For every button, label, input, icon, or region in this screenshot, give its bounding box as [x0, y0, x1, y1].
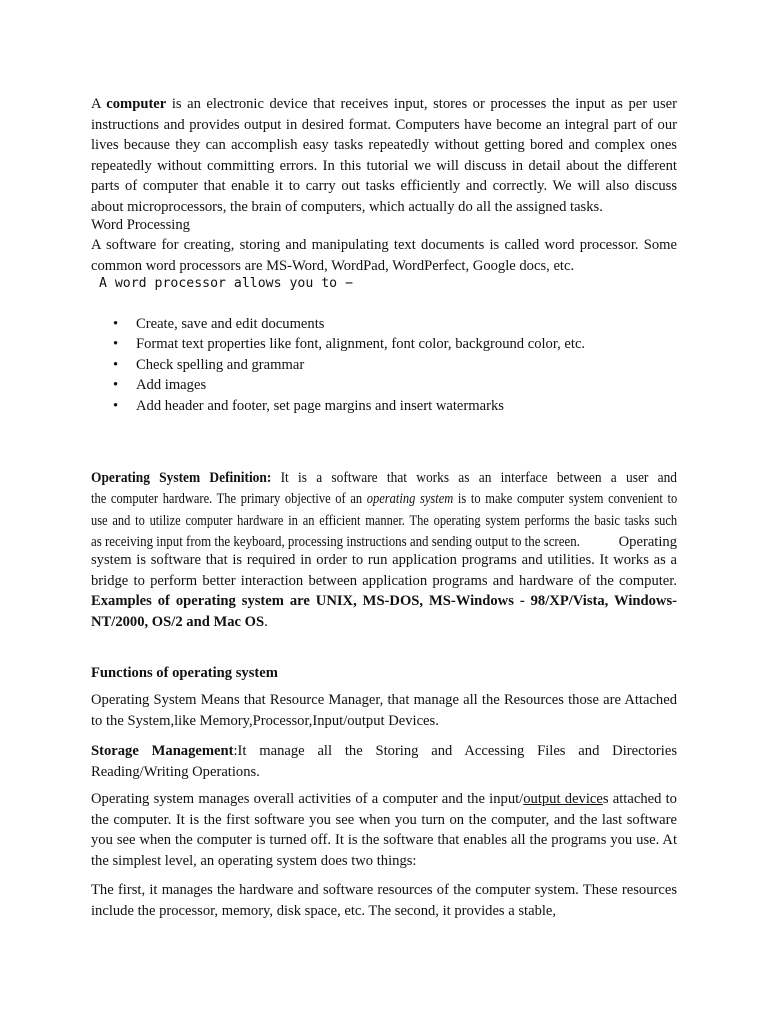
os-definition-paragraph	[91, 468, 677, 553]
word-processing-paragraph: A software for creating, storing and manipulating text documents is called word processor. Some common word processors are MS-Word, WordPad, WordPerfect, Google docs, etc.	[91, 237, 677, 274]
os-italic-term: operating system	[366, 491, 454, 508]
output-device-link[interactable]: output device	[523, 791, 603, 807]
intro-prefix: A	[91, 96, 107, 112]
os-definition-line: use and to utilize computer hardware in an efficient manner. The operating system performs the basic tasks such	[91, 512, 678, 529]
intro-bold-term: computer	[106, 96, 167, 112]
os-examples: Examples of operating system are UNIX, MS-DOS, MS-Windows - 98/XP/Vista, Windows-NT/2000, OS/2 and Mac OS	[91, 593, 677, 630]
list-item: • Add images	[91, 375, 677, 395]
os-definition-continued: system is software that is required in order to run application programs and utilities. It works as a bridge to perform better interaction between application programs and hardware of the computer. Examples of operating system are UNIX, MS-DOS, MS-Windows - 98/XP/Vista, Windows-NT/2000, OS/2 and Mac OS.	[91, 552, 677, 630]
os-definition-line: the computer hardware. The primary objective of an operating system is to make computer system convenient to	[91, 491, 678, 508]
storage-management-paragraph: Storage Management:It manage all the Storing and Accessing Files and Directories Reading/Writing Operations.	[91, 743, 677, 780]
list-item: • Check spelling and grammar	[91, 355, 677, 375]
storage-management-label: Storage Management	[91, 743, 234, 759]
functions-paragraph-1: Operating System Means that Resource Manager, that manage all the Resources those are Attached to the System,like Memory,Processor,Input/output Devices.	[91, 692, 677, 729]
word-processor-features-list	[91, 314, 677, 416]
os-definition-line: as receiving input from the keyboard, processing instructions and sending output to the screen. Operating	[91, 533, 677, 550]
os-definition-line: Operating System Definition: It is a software that works as an interface between a user and	[91, 470, 677, 486]
bullet-icon: •	[113, 377, 119, 394]
bullet-icon: •	[113, 336, 119, 353]
bullet-icon: •	[113, 316, 119, 332]
list-item: • Create, save and edit documents	[91, 314, 677, 334]
functions-paragraph-3: Operating system manages overall activities of a computer and the input/output devices attached to the computer. It is the first software you see when you turn on the computer, and the last software you see when the computer is turned off. It is the software that enables all the programs you use. At the simplest level, an operating system does two things:	[91, 791, 677, 869]
word-processing-heading: Word Processing	[91, 217, 190, 233]
list-item: • Format text properties like font, alignment, font color, background color, etc.	[91, 334, 677, 354]
intro-paragraph	[91, 94, 677, 217]
intro-body: is an electronic device that receives input, stores or processes the input as per user instructions and provides output in desired format. Computers have become an integral part of our lives because they can accomplish easy tasks repeatedly without getting bored and complex ones repeatedly without committing errors. In this tutorial we will discuss in detail about the different parts of computer that enable it to carry out tasks efficiently and correctly. We will also discuss about microprocessors, the brain of computers, which actually do all the assigned tasks.	[91, 96, 677, 215]
word-processor-allows: A word processor allows you to −	[91, 276, 354, 291]
list-item: • Add header and footer, set page margins and insert watermarks	[91, 396, 677, 416]
os-definition-label: Operating System Definition:	[91, 470, 272, 486]
bullet-icon: •	[113, 397, 119, 414]
functions-paragraph-4: The first, it manages the hardware and software resources of the computer system. These resources include the processor, memory, disk space, etc. The second, it provides a stable,	[91, 882, 677, 919]
bullet-icon: •	[113, 356, 119, 373]
functions-heading: Functions of operating system	[91, 665, 278, 681]
